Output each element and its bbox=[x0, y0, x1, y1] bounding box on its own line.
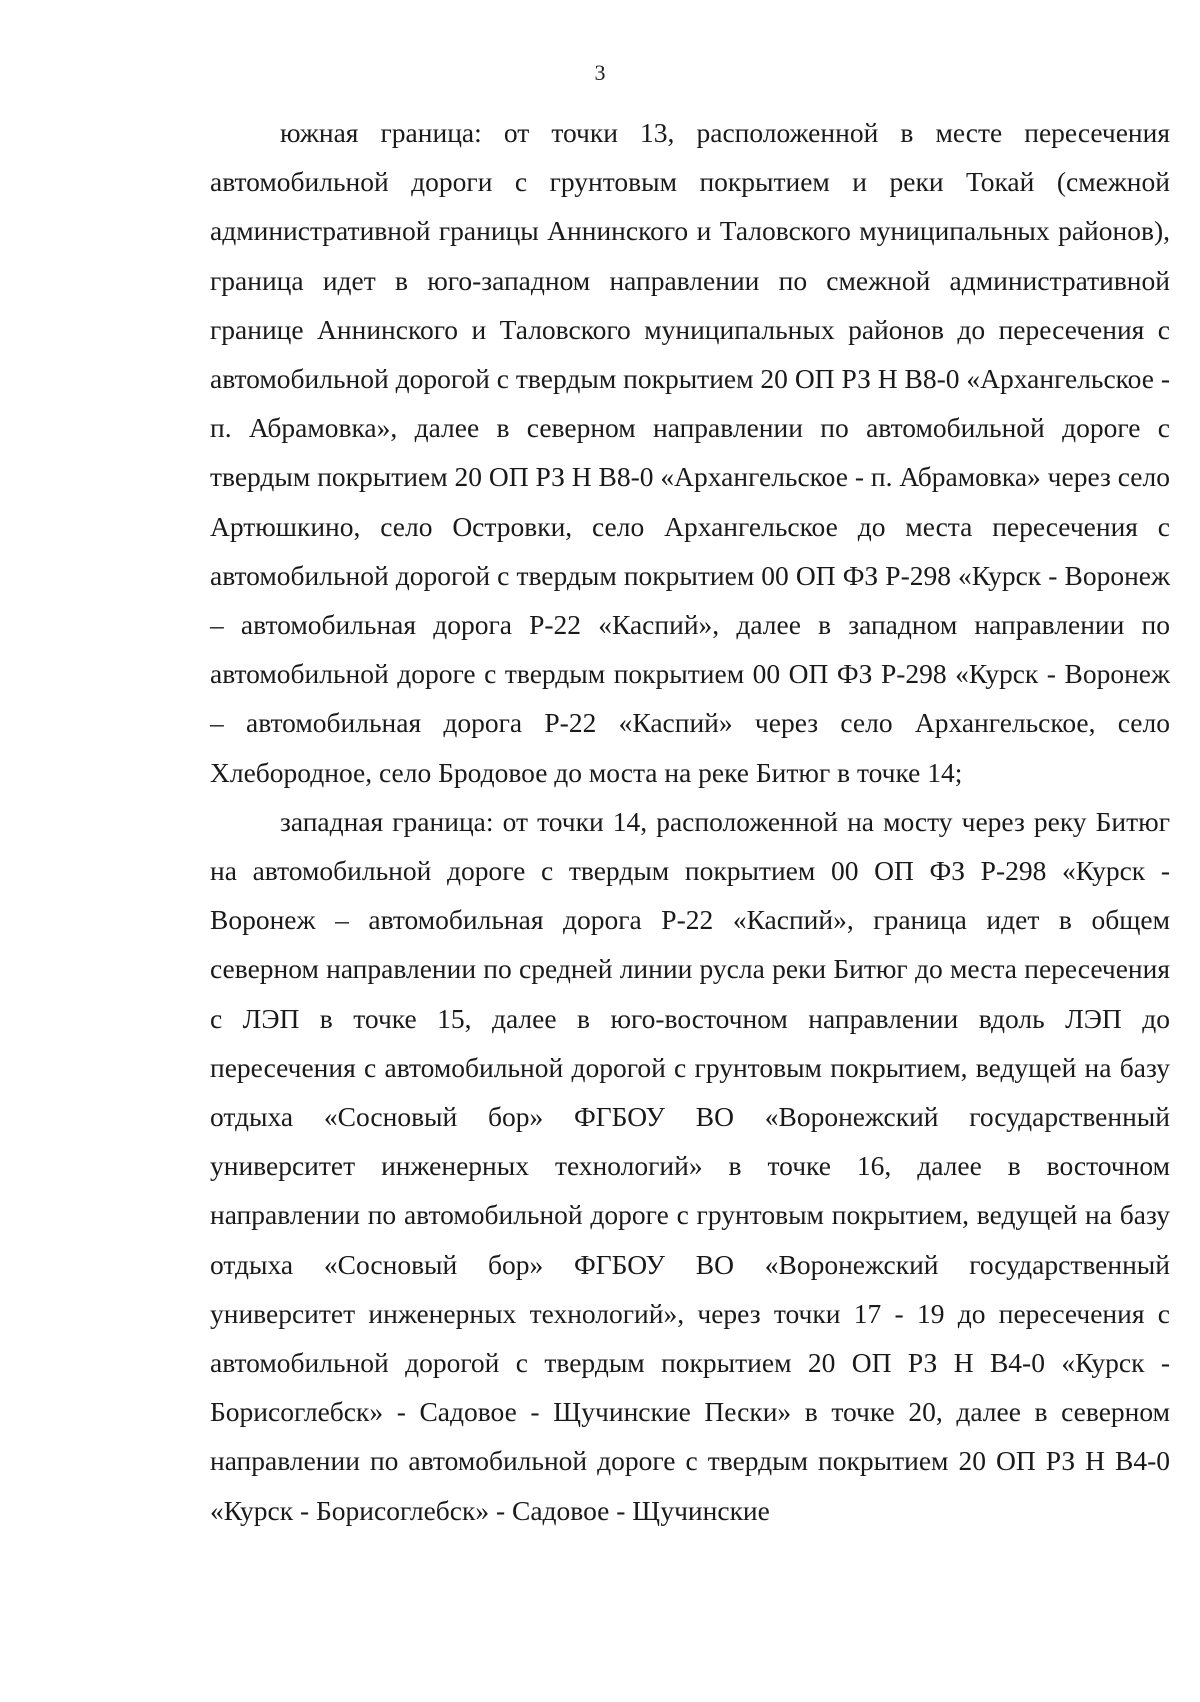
paragraph-southern-border: южная граница: от точки 13, расположенной в месте пересечения автомобильной дороги с грунтовым покрытием и реки Токай (смежной административной границы Аннинского и Таловского муниципальных районов), граница идет в юго-западном направлении по смежной административной границе Аннинского и Таловского муниципальных районов до пересечения с автомобильной дорогой с твердым покрытием 20 ОП РЗ Н В8-0 «Архангельское - п. Абрамовка», далее в северном направлении по автомобильной дороге с твердым покрытием 20 ОП РЗ Н В8-0 «Архангельское - п. Абрамовка» через село Артюшкино, село Островки, село Архангельское до места пересечения с автомобильной дорогой с твердым покрытием 00 ОП ФЗ Р-298 «Курск - Воронеж – автомобильная дорога Р-22 «Каспий», далее в западном направлении по автомобильной дороге с твердым покрытием 00 ОП ФЗ Р-298 «Курск - Воронеж – автомобильная дорога Р-22 «Каспий» через село Архангельское, село Хлебородное, село Бродовое до моста на реке Битюг в точке 14; bbox=[210, 117, 1170, 788]
page-number: 3 bbox=[594, 60, 606, 85]
document-body bbox=[210, 108, 1170, 1535]
paragraph-western-border: западная граница: от точки 14, расположенной на мосту через реку Битюг на автомобильной дороге с твердым покрытием 00 ОП ФЗ Р-298 «Курск - Воронеж – автомобильная дорога Р-22 «Каспий», граница идет в общем северном направлении по средней линии русла реки Битюг до места пересечения с ЛЭП в точке 15, далее в юго-восточном направлении вдоль ЛЭП до пересечения с автомобильной дорогой с грунтовым покрытием, ведущей на базу отдыха «Сосновый бор» ФГБОУ ВО «Воронежский государственный университет инженерных технологий» в точке 16, далее в восточном направлении по автомобильной дороге с грунтовым покрытием, ведущей на базу отдыха «Сосновый бор» ФГБОУ ВО «Воронежский государственный университет инженерных технологий», через точки 17 - 19 до пересечения с автомобильной дорогой с твердым покрытием 20 ОП РЗ Н В4-0 «Курск - Борисоглебск» - Садовое - Щучинские Пески» в точке 20, далее в северном направлении по автомобильной дороге с твердым покрытием 20 ОП РЗ Н В4-0 «Курск - Борисоглебск» - Садовое - Щучинские bbox=[210, 805, 1170, 1526]
